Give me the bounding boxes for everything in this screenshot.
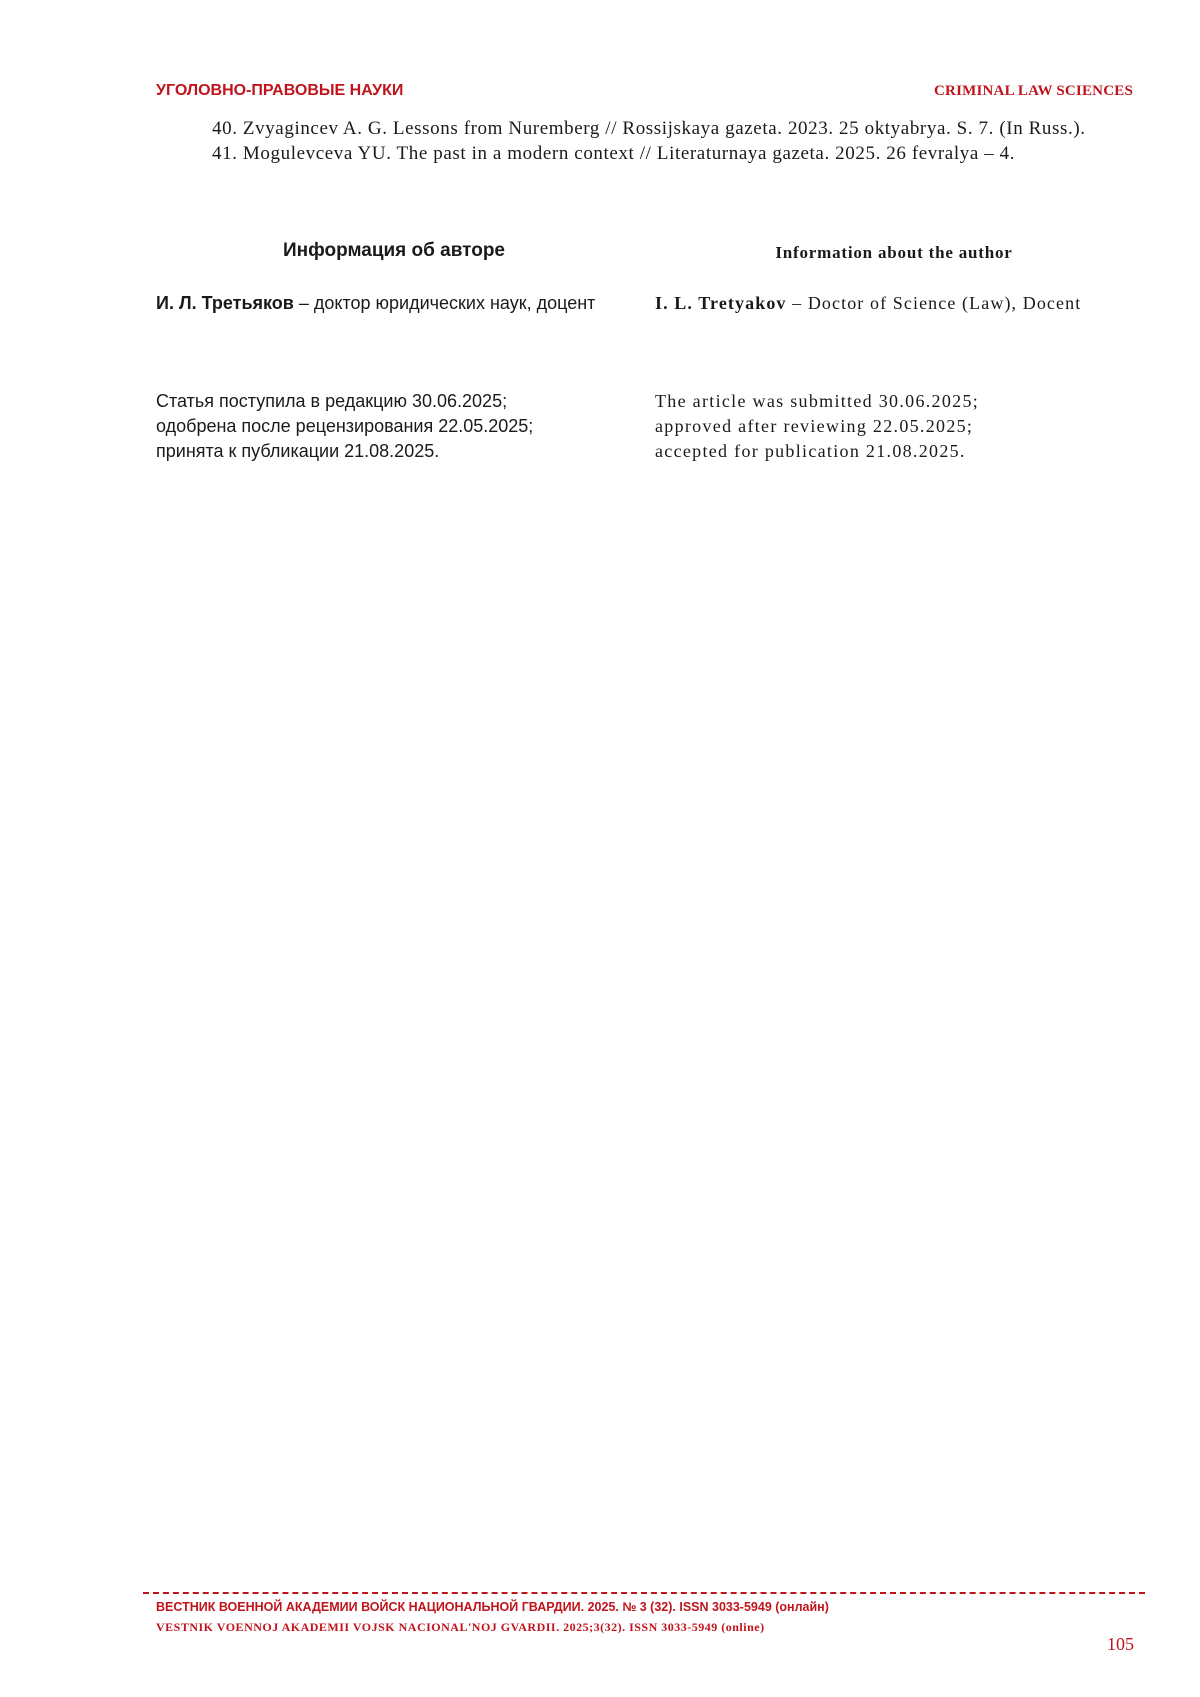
- author-info-heading-ru: Информация об авторе: [282, 240, 506, 261]
- footer-journal-ru: ВЕСТНИК ВОЕННОЙ АКАДЕМИИ ВОЙСК НАЦИОНАЛЬНОЙ ГВАРДИИ. 2025. № 3 (32). ISSN 3033-5949 (онлайн): [156, 1600, 829, 1614]
- date-accepted-ru: принята к публикации 21.08.2025.: [156, 441, 440, 461]
- date-approved-en: approved after reviewing 22.05.2025;: [655, 416, 974, 436]
- author-info-heading-en: Information about the author: [775, 243, 1013, 262]
- reference-item: 40. Zvyagincev A. G. Lessons from Nuremberg // Rossijskaya gazeta. 2023. 25 oktyabrya. S. 7. (In Russ.).: [212, 118, 1086, 139]
- date-approved-ru: одобрена после рецензирования 22.05.2025;: [156, 416, 534, 436]
- date-submitted-ru: Статья поступила в редакцию 30.06.2025;: [156, 391, 508, 411]
- section-title-ru: УГОЛОВНО-ПРАВОВЫЕ НАУКИ: [156, 82, 404, 99]
- author-description-en: [655, 291, 1133, 316]
- footer-divider: [143, 1592, 1145, 1594]
- date-submitted-en: The article was submitted 30.06.2025;: [655, 391, 980, 411]
- author-description-ru: [156, 291, 632, 316]
- author-name-ru: И. Л. Третьяков: [156, 293, 294, 313]
- running-header: [156, 82, 1133, 104]
- section-title-en: CRIMINAL LAW SCIENCES: [934, 83, 1133, 99]
- reference-list: [184, 116, 1133, 166]
- author-degree-en: – Doctor of Science (Law), Docent: [786, 293, 1082, 313]
- author-degree-ru: – доктор юридических наук, доцент: [293, 293, 596, 313]
- reference-item: 41. Mogulevceva YU. The past in a modern context // Literaturnaya gazeta. 2025. 26 fevralya – 4.: [212, 143, 1016, 164]
- date-accepted-en: accepted for publication 21.08.2025.: [655, 441, 966, 461]
- article-dates-en: [655, 389, 1133, 464]
- page-number: 105: [1107, 1634, 1134, 1654]
- article-dates-ru: [156, 389, 632, 464]
- author-name-en: I. L. Tretyakov: [655, 293, 787, 313]
- footer-journal-en: VESTNIK VOENNOJ AKADEMII VOJSK NACIONAL'NOJ GVARDII. 2025;3(32). ISSN 3033-5949 (online): [156, 1620, 765, 1634]
